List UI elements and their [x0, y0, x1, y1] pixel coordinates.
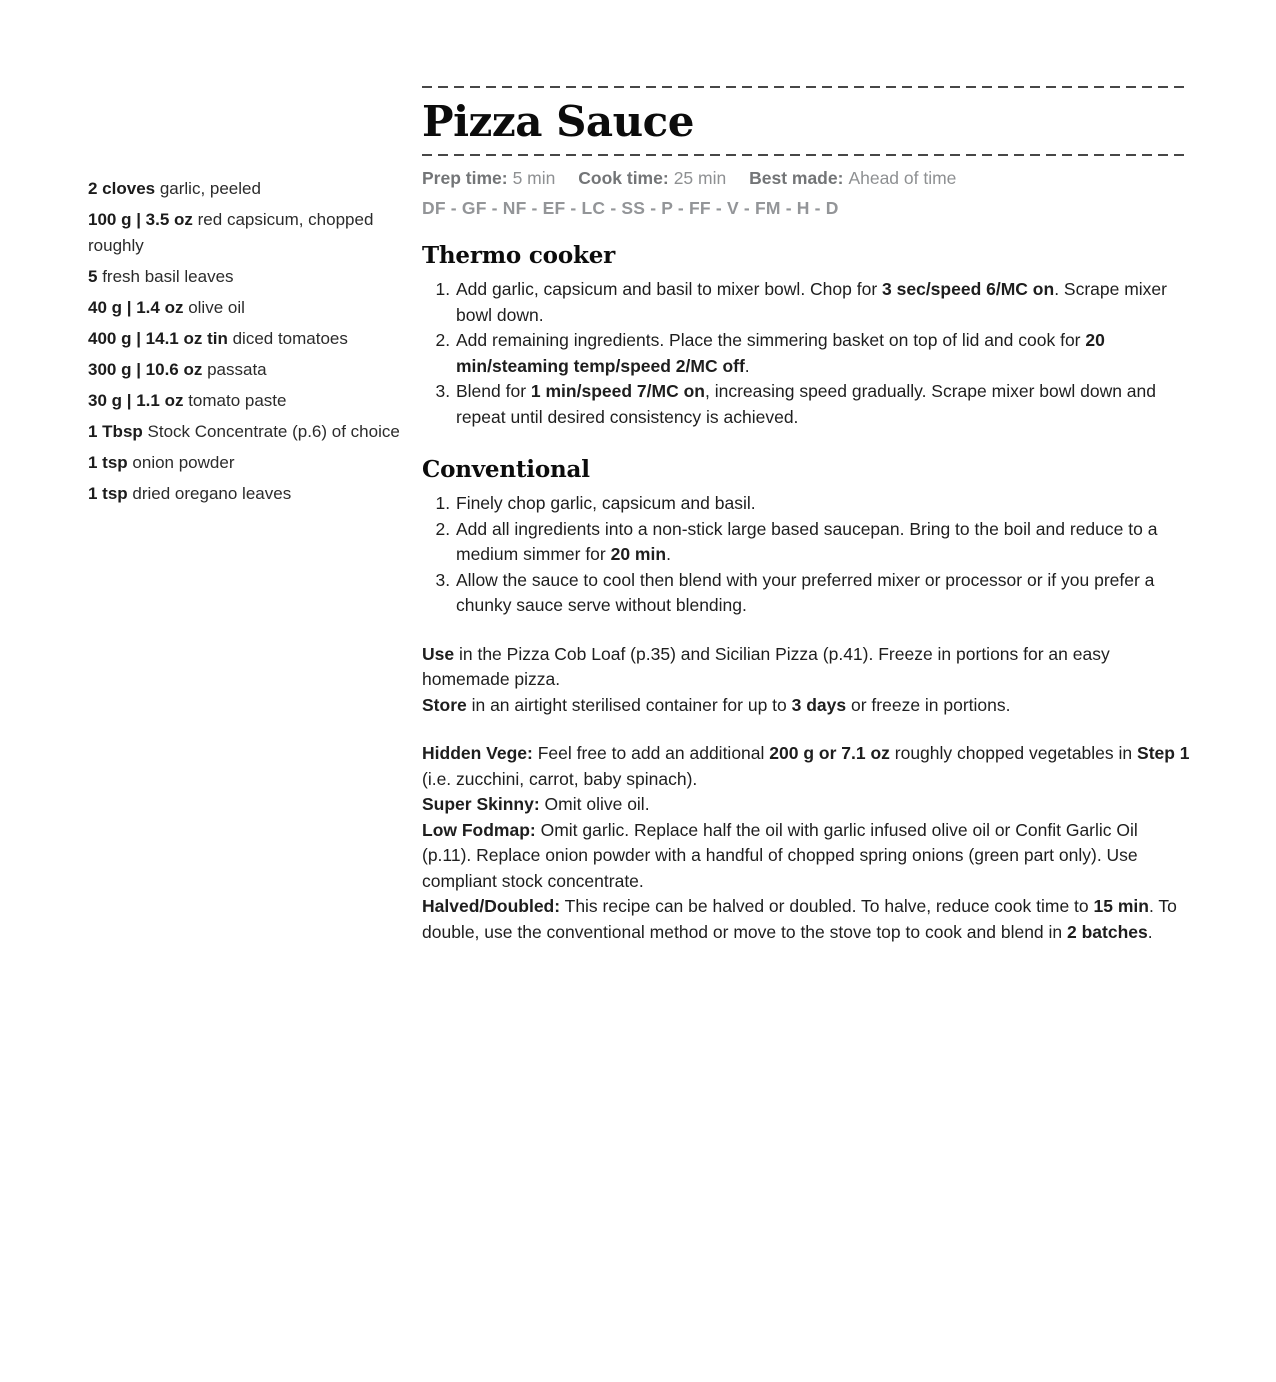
ingredient-text: dried oregano leaves — [127, 484, 292, 503]
ingredient-text: diced tomatoes — [227, 329, 348, 348]
thermo-step-3: 3. Blend for 1 min/speed 7/MC on, increasing speed gradually. Scrape mixer bowl down and repeat until desired consistency is achieved. — [455, 379, 1190, 430]
ingredient-text: tomato paste — [183, 391, 287, 410]
ingredient-quantity: 1 tsp — [88, 484, 128, 503]
top-divider — [422, 86, 1190, 88]
ingredient-text: olive oil — [183, 298, 245, 317]
ingredient-item — [88, 176, 400, 202]
conventional-step-2: 2. Add all ingredients into a non-stick large based saucepan. Bring to the boil and reduce to a medium simmer for 20 min. — [455, 517, 1190, 568]
ingredient-quantity: 100 g | 3.5 oz — [88, 210, 193, 229]
best-made-value: Ahead of time — [848, 168, 957, 188]
dietary-codes: DF - GF - NF - EF - LC - SS - P - FF - V - FM - H - D — [422, 198, 839, 218]
ingredient-quantity: 2 cloves — [88, 179, 156, 198]
ingredient-text: garlic, peeled — [155, 179, 261, 198]
conventional-steps — [422, 491, 1190, 619]
ingredient-text: Stock Concentrate (p.6) of choice — [142, 422, 400, 441]
low-fodmap-tip: Low Fodmap: Omit garlic. Replace half the oil with garlic infused olive oil or Confit Garlic Oil (p.11). Replace onion powder with a handful of chopped spring onions (green part only). Use compliant stock concentrate. — [422, 819, 1138, 891]
conventional-step-1: 1. Finely chop garlic, capsicum and basil. — [455, 491, 1190, 517]
cook-time — [578, 168, 726, 188]
prep-time-value: 5 min — [512, 168, 556, 188]
ingredient-item — [88, 388, 400, 414]
halved-doubled-tip: Halved/Doubled: This recipe can be halved or doubled. To halve, reduce cook time to 15 min. To double, use the conventional method or move to the stove top to cook and blend in 2 batches. — [422, 896, 1177, 942]
best-made — [749, 168, 956, 188]
ingredients-list — [88, 176, 400, 512]
ingredient-text: passata — [202, 360, 267, 379]
thermo-step-2: 2. Add remaining ingredients. Place the simmering basket on top of lid and cook for 20 min/steaming temp/speed 2/MC off. — [455, 328, 1190, 379]
variation-tips — [422, 741, 1190, 945]
page-title: Pizza Sauce — [422, 97, 694, 146]
ingredient-quantity: 300 g | 10.6 oz — [88, 360, 203, 379]
hidden-vege-tip: Hidden Vege: Feel free to add an additional 200 g or 7.1 oz roughly chopped vegetables in Step 1 (i.e. zucchini, carrot, baby spinach). — [422, 743, 1190, 789]
ingredient-item — [88, 295, 400, 321]
usage-notes — [422, 642, 1190, 719]
cook-time-label: Cook time: — [578, 168, 669, 188]
super-skinny-tip: Super Skinny: Omit olive oil. — [422, 794, 650, 814]
ingredient-item — [88, 357, 400, 383]
ingredient-quantity: 40 g | 1.4 oz — [88, 298, 184, 317]
ingredient-quantity: 5 — [88, 267, 98, 286]
cook-time-value: 25 min — [673, 168, 727, 188]
section-heading-conventional: Conventional — [422, 456, 590, 483]
ingredient-item — [88, 481, 400, 507]
ingredient-text: red capsicum, chopped roughly — [88, 210, 374, 255]
ingredient-item — [88, 419, 400, 445]
ingredient-text: fresh basil leaves — [97, 267, 234, 286]
recipe-content — [422, 86, 1190, 945]
ingredient-item — [88, 326, 400, 352]
ingredient-item — [88, 207, 400, 259]
prep-time-label: Prep time: — [422, 168, 508, 188]
ingredient-quantity: 1 tsp — [88, 453, 128, 472]
section-conventional — [422, 457, 1190, 619]
ingredient-text: onion powder — [127, 453, 235, 472]
thermo-steps — [422, 277, 1190, 430]
ingredient-quantity: 400 g | 14.1 oz tin — [88, 329, 228, 348]
title-divider — [422, 154, 1190, 156]
section-thermo-cooker — [422, 243, 1190, 430]
best-made-label: Best made: — [749, 168, 844, 188]
conventional-step-3: 3. Allow the sauce to cool then blend with your preferred mixer or processor or if you prefer a chunky sauce serve without blending. — [455, 568, 1190, 619]
thermo-step-1: 1. Add garlic, capsicum and basil to mixer bowl. Chop for 3 sec/speed 6/MC on. Scrape mixer bowl down. — [455, 277, 1190, 328]
ingredient-item — [88, 264, 400, 290]
ingredient-quantity: 30 g | 1.1 oz — [88, 391, 184, 410]
use-note: Use in the Pizza Cob Loaf (p.35) and Sicilian Pizza (p.41). Freeze in portions for an easy homemade pizza. — [422, 643, 1110, 689]
recipe-meta — [422, 168, 1190, 189]
section-heading-thermo: Thermo cooker — [422, 242, 616, 269]
ingredient-item — [88, 450, 400, 476]
ingredient-quantity: 1 Tbsp — [88, 422, 143, 441]
prep-time — [422, 168, 555, 188]
store-note: Store in an airtight sterilised container for up to 3 days or freeze in portions. — [422, 694, 1011, 715]
